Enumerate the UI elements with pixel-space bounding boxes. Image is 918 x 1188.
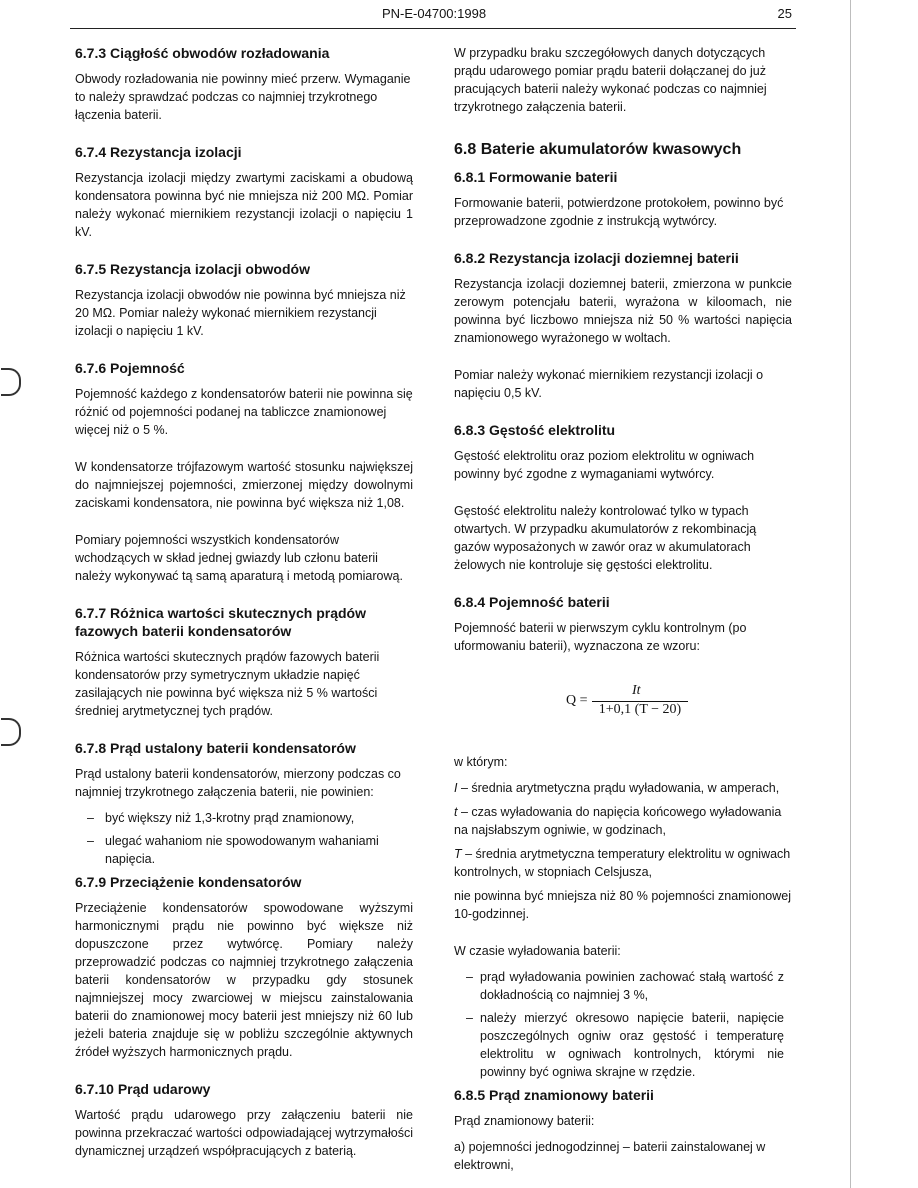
section-heading-6-8-4: 6.8.4 Pojemność baterii	[454, 594, 610, 610]
capacity-formula	[454, 683, 792, 723]
paragraph: Rezystancja izolacji między zwartymi zaciskami a obudową kondensatora powinna być nie mniejsza niż 200 MΩ. Pomiar należy wykonać miernikiem rezystancji izolacji o napięciu 1 kV.	[75, 171, 413, 239]
scan-edge-line	[850, 0, 851, 1188]
standard-number: PN-E-04700:1998	[382, 6, 487, 21]
left-column	[75, 44, 413, 1160]
definition-item	[454, 845, 792, 881]
paragraph: w którym:	[454, 755, 508, 769]
section-heading-6-7-4: 6.7.4 Rezystancja izolacji	[75, 144, 242, 160]
section-heading-6-7-9: 6.7.9 Przeciążenie kondensatorów	[75, 874, 302, 890]
section-heading-6-7-10: 6.7.10 Prąd udarowy	[75, 1081, 211, 1097]
section-heading-6-7-7: 6.7.7 Różnica wartości skutecznych prądów fazowych baterii kondensatorów	[75, 605, 366, 639]
list-item: – należy mierzyć okresowo napięcie baterii, napięcie poszczególnych ogniw oraz gęstość i temperaturę elektrolitu w ogniwach kontrolnych, którymi nie powinny być ogniwa skrajne w rzędzie.	[454, 1009, 792, 1081]
paragraph: Wartość prądu udarowego przy załączeniu baterii nie powinna przekraczać wartości odpowiadającej wytrzymałości dynamicznej urządzeń współpracujących z baterią.	[75, 1108, 413, 1158]
section-heading-6-8: 6.8 Baterie akumulatorów kwasowych	[454, 141, 742, 158]
paragraph: Pojemność baterii w pierwszym cyklu kontrolnym (po uformowaniu baterii), wyznaczona ze wzoru:	[454, 621, 747, 653]
paragraph: nie powinna być mniejsza niż 80 % pojemności znamionowej 10-godzinnej.	[454, 889, 791, 921]
formula-lhs: Q =	[566, 693, 588, 708]
section-heading-6-8-3: 6.8.3 Gęstość elektrolitu	[454, 422, 616, 438]
paragraph: Formowanie baterii, potwierdzone protokołem, powinno być przeprowadzone zgodnie z instrukcją wytwórcy.	[454, 196, 784, 228]
definition-symbol: t	[454, 805, 458, 819]
paragraph: a) pojemności jednogodzinnej – baterii zainstalowanej w elektrowni,	[454, 1140, 766, 1172]
formula-fraction	[592, 683, 688, 720]
paragraph: Rezystancja izolacji doziemnej baterii, zmierzona w punkcie zerowym potencjału baterii, wyrażona w kiloomach, nie powinna być liczbowo mniejsza niż 50 % wartości napięcia znamionowego wyrażonego w woltach.	[454, 277, 792, 345]
right-column	[454, 44, 792, 1174]
page-number: 25	[777, 6, 792, 21]
paragraph: Gęstość elektrolitu oraz poziom elektrolitu w ogniwach powinny być zgodne z wymaganiami wytwórcy.	[454, 449, 755, 481]
definition-text: – średnia arytmetyczna prądu wyładowania, w amperach,	[457, 781, 780, 795]
paragraph: W przypadku braku szczegółowych danych dotyczących prądu udarowego pomiar prądu baterii dołączanej do już pracujących baterii należy wykonać podczas co najmniej trzykrotnego załączenia baterii.	[454, 46, 767, 114]
section-heading-6-8-2: 6.8.2 Rezystancja izolacji doziemnej baterii	[454, 250, 739, 266]
binder-hole-icon	[1, 718, 21, 746]
definition-symbol: I	[454, 781, 458, 795]
dash-list	[454, 968, 792, 1081]
list-item: – być większy niż 1,3-krotny prąd znamionowy,	[75, 809, 413, 827]
definition-symbol: T	[454, 847, 462, 861]
paragraph: W kondensatorze trójfazowym wartość stosunku największej do najmniejszej pojemności, zmierzonej między dowolnymi zaciskami kondensatora, nie powinna być większa niż 1,08.	[75, 460, 413, 510]
list-item: – prąd wyładowania powinien zachować stałą wartość z dokładnością co najmniej 3 %,	[454, 968, 792, 1004]
paragraph: Gęstość elektrolitu należy kontrolować tylko w typach otwartych. W przypadku akumulatorów z rekombinacją gazów wyposażonych w zawór oraz w akumulatorach żelowych nie kontroluje się gęstości elektrolitu.	[454, 504, 757, 572]
definition-text: – średnia arytmetyczna temperatury elektrolitu w ogniwach kontrolnych, w stopniach Celsjusza,	[454, 847, 791, 879]
formula-numerator: It	[632, 683, 641, 698]
definition-item	[454, 803, 792, 839]
section-heading-6-7-3: 6.7.3 Ciągłość obwodów rozładowania	[75, 45, 330, 61]
paragraph: Prąd ustalony baterii kondensatorów, mierzony podczas co najmniej trzykrotnego załączenia baterii, nie powinien:	[75, 767, 401, 799]
paragraph: Prąd znamionowy baterii:	[454, 1114, 595, 1128]
paragraph: W czasie wyładowania baterii:	[454, 944, 621, 958]
page-header	[70, 6, 796, 29]
paragraph: Pojemność każdego z kondensatorów baterii nie powinna się różnić od pojemności podanej na tabliczce znamionowej więcej niż o 5 %.	[75, 387, 413, 437]
section-heading-6-8-1: 6.8.1 Formowanie baterii	[454, 169, 618, 185]
formula-denominator: 1+0,1 (T − 20)	[598, 702, 682, 717]
paragraph: Pomiary pojemności wszystkich kondensatorów wchodzących w skład jednej gwiazdy lub członu baterii należy wykonywać tą samą aparaturą i metodą pomiarową.	[75, 533, 403, 583]
paragraph: Przeciążenie kondensatorów spowodowane wyższymi harmonicznymi prądu nie powinno być większe niż dopuszczone przez wytwórcę. Pomiary należy przeprowadzić podczas co najmniej trzykrotnego załączenia baterii kondensatorów w przypadku gdy stosunek najmniejszej mocy zwarciowej w miejscu zainstalowania baterii do znamionowej mocy baterii jest mniejszy niż 60 lub jeżeli bateria znajduje się w pobliżu szczególnie aktywnych źródeł wyższych harmonicznych prądu.	[75, 901, 413, 1059]
section-heading-6-8-5: 6.8.5 Prąd znamionowy baterii	[454, 1087, 654, 1103]
list-item: – ulegać wahaniom nie spowodowanym wahaniami napięcia.	[75, 832, 413, 868]
paragraph: Różnica wartości skutecznych prądów fazowych baterii kondensatorów przy symetrycznym układzie napięć zasilających nie powinna być większa niż 5 % wartości średniej arytmetycznej tych prądów.	[75, 650, 380, 718]
dash-list	[75, 809, 413, 868]
definition-item	[454, 779, 792, 797]
section-heading-6-7-6: 6.7.6 Pojemność	[75, 360, 185, 376]
paragraph: Rezystancja izolacji obwodów nie powinna być mniejsza niż 20 MΩ. Pomiar należy wykonać miernikiem rezystancji izolacji o napięciu 1 kV.	[75, 288, 406, 338]
paragraph: Obwody rozładowania nie powinny mieć przerw. Wymaganie to należy sprawdzać podczas co najmniej trzykrotnego łączenia baterii.	[75, 72, 411, 122]
section-heading-6-7-5: 6.7.5 Rezystancja izolacji obwodów	[75, 261, 310, 277]
paragraph: Pomiar należy wykonać miernikiem rezystancji izolacji o napięciu 0,5 kV.	[454, 368, 764, 400]
section-heading-6-7-8: 6.7.8 Prąd ustalony baterii kondensatorów	[75, 740, 356, 756]
binder-hole-icon	[1, 368, 21, 396]
definition-text: – czas wyładowania do napięcia końcowego wyładowania na najsłabszym ogniwie, w godzinach,	[454, 805, 782, 837]
